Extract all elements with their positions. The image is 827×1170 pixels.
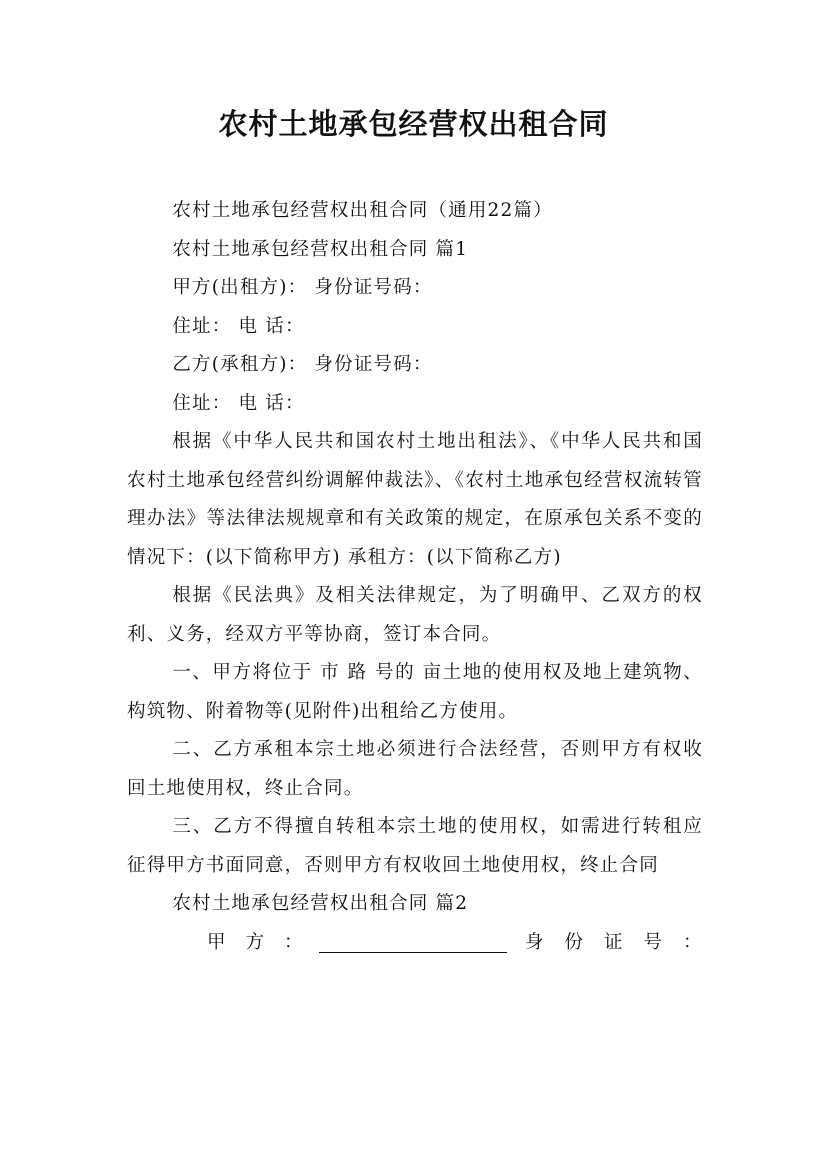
paragraph-party-a-address: 住址： 电 话： xyxy=(172,315,305,337)
paragraph-party-a: 甲方(出租方)： 身份证号码： xyxy=(172,277,433,298)
paragraph-clause-1: 一、甲方将位于 市 路 号的 亩土地的使用权及地上建筑物、构筑物、附着物等(见附件)出租给乙方使用。 xyxy=(127,662,703,722)
party-a-blank-underline xyxy=(319,952,507,953)
party-a-signature-line xyxy=(127,924,723,963)
paragraph-clause-2: 二、乙方承租本宗土地必须进行合法经营，否则甲方有权收回土地使用权，终止合同。 xyxy=(127,739,703,799)
paragraph-subtitle: 农村土地承包经营权出租合同（通用22篇） xyxy=(172,200,553,221)
paragraph-clause-3: 三、乙方不得擅自转租本宗土地的使用权，如需进行转租应征得甲方书面同意，否则甲方有权收回土地使用权，终止合同 xyxy=(127,816,703,876)
paragraph-party-b-address: 住址： 电 话： xyxy=(172,392,305,414)
paragraph-legal-basis: 根据《中华人民共和国农村土地出租法》、《中华人民共和国农村土地承包经营纠纷调解仲裁法》、《农村土地承包经营权流转管理办法》等法律法规规章和有关政策的规定，在原承包关系不变的情况下：(以下简称甲方) 承租方：(以下简称乙方) xyxy=(127,431,703,568)
document-body xyxy=(127,192,723,962)
paragraph-section-heading-2: 农村土地承包经营权出租合同 篇2 xyxy=(172,893,469,914)
paragraph-section-heading-1: 农村土地承包经营权出租合同 篇1 xyxy=(172,238,469,260)
paragraph-purpose: 根据《民法典》及相关法律规定，为了明确甲、乙双方的权利、义务，经双方平等协商，签订本合同。 xyxy=(127,585,703,645)
id-number-label: 身份证号： xyxy=(525,931,723,953)
party-a-label: 甲方： xyxy=(207,931,323,953)
document-title: 农村土地承包经营权出租合同 xyxy=(218,107,609,141)
paragraph-party-b: 乙方(承租方)： 身份证号码： xyxy=(172,354,433,375)
